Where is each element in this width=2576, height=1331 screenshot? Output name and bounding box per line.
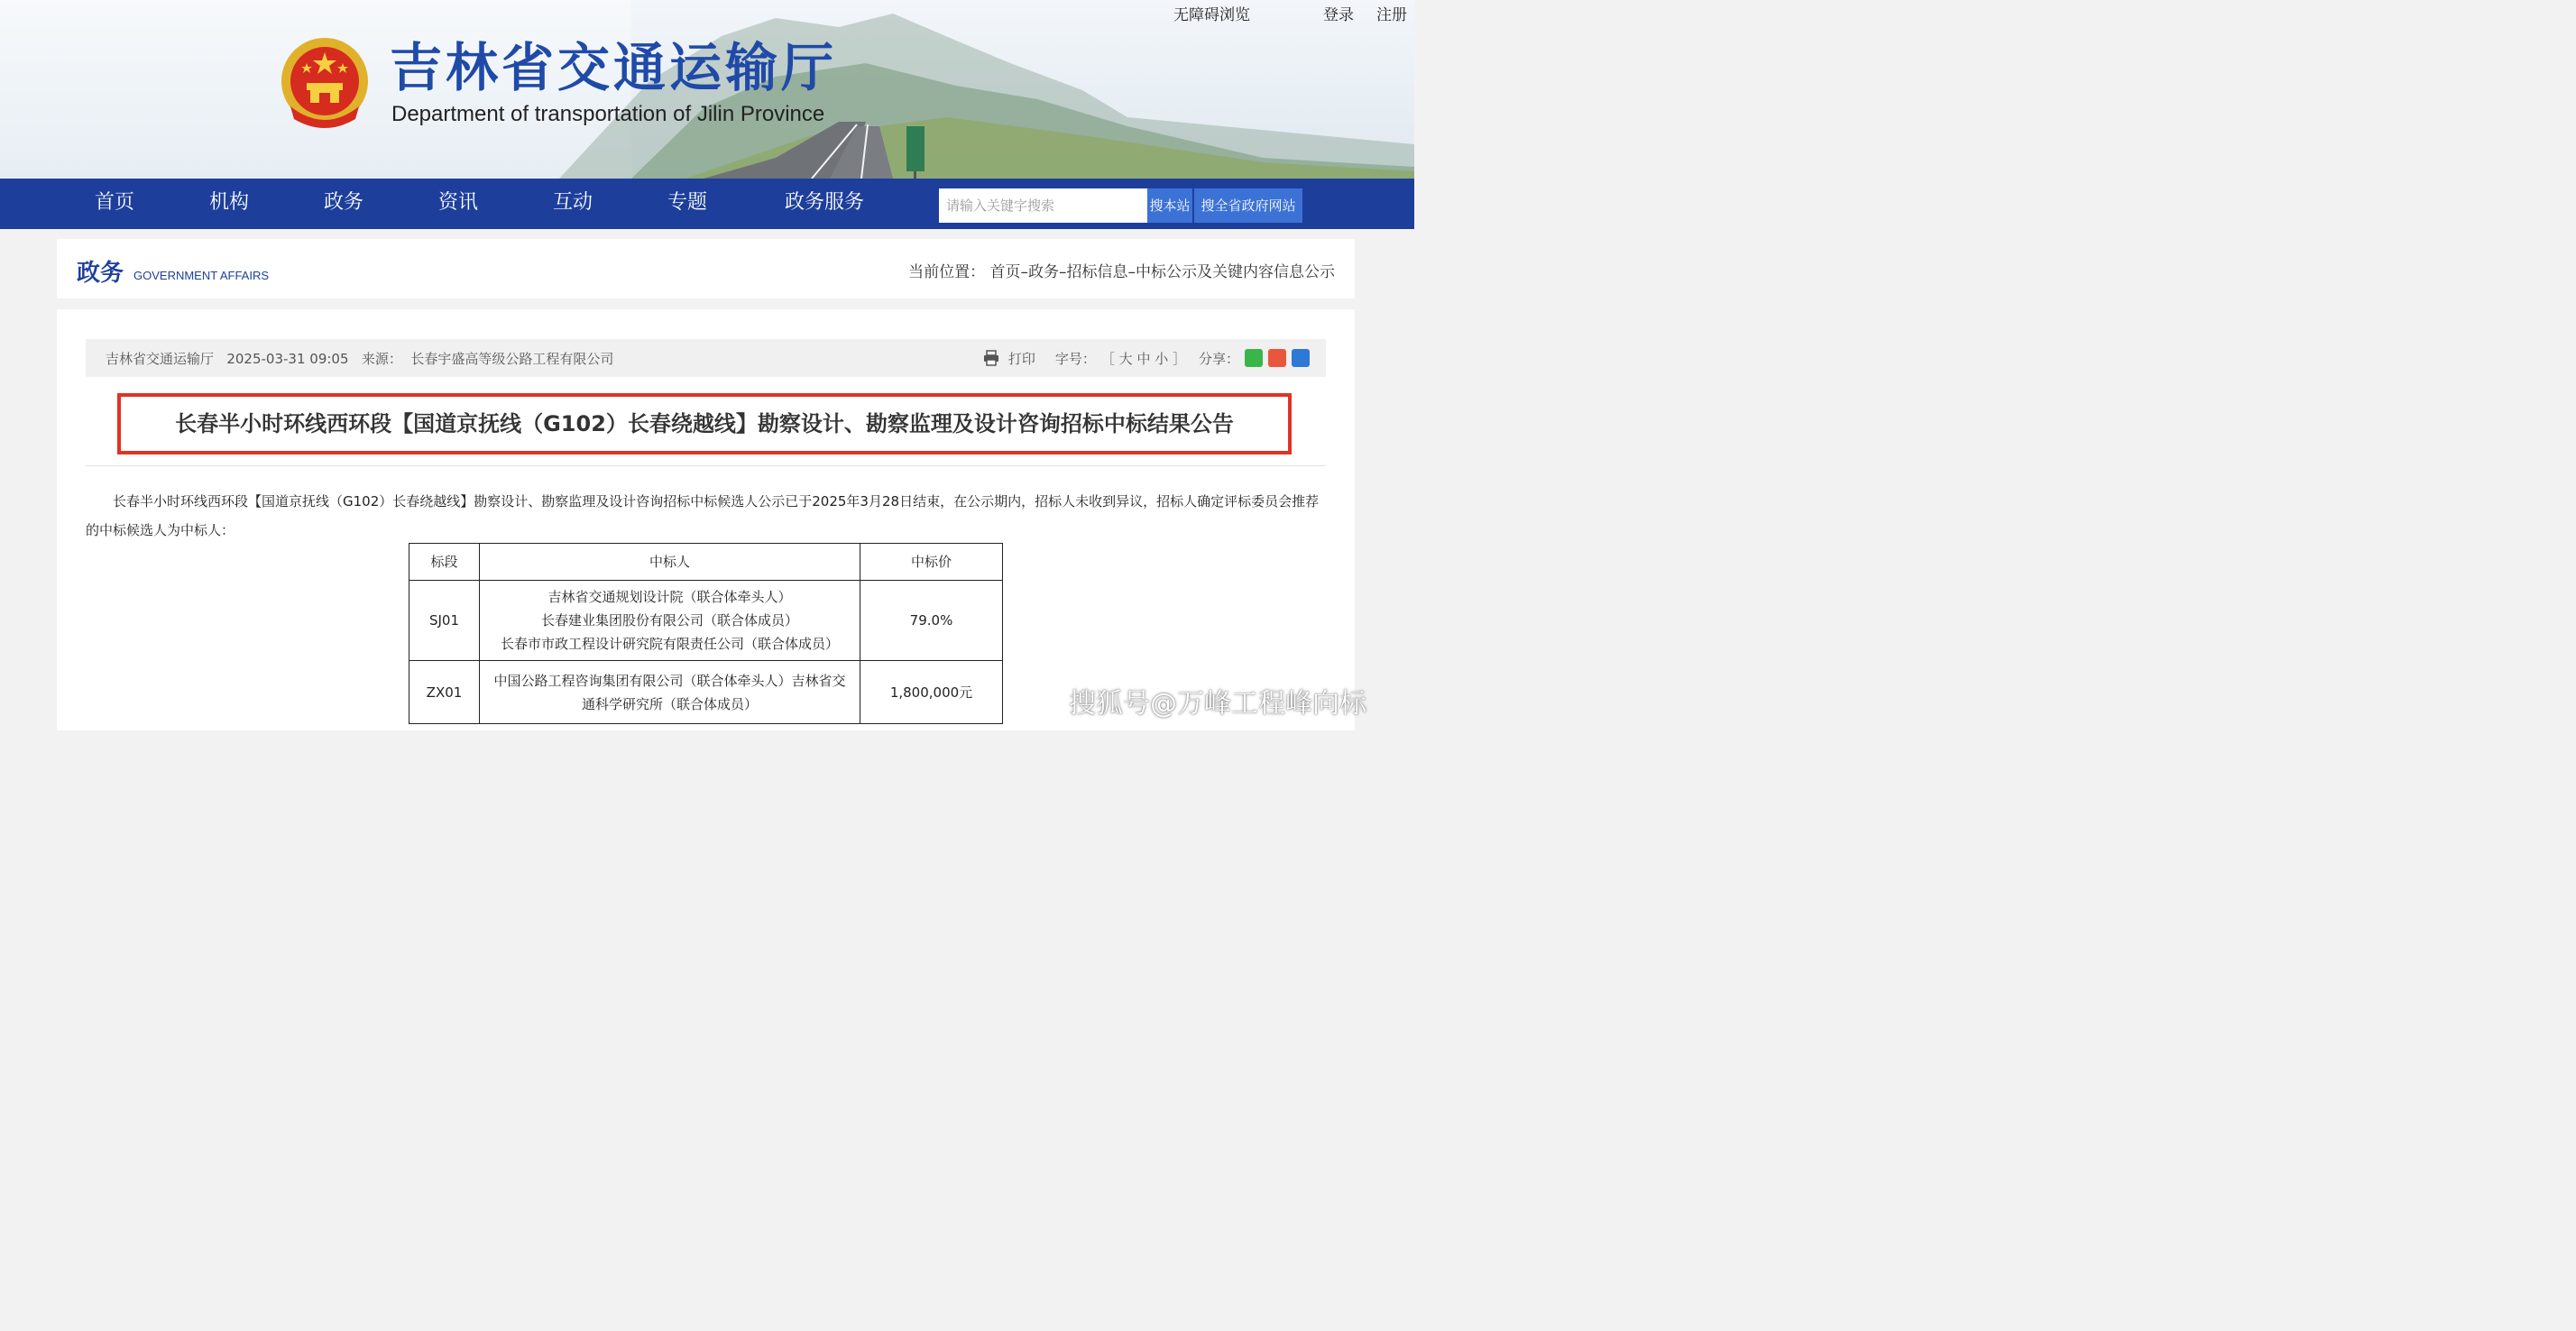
nav-item-topics[interactable]: 专题: [667, 191, 708, 214]
nav-item-interaction[interactable]: 互动: [553, 191, 593, 214]
sohu-watermark: 搜狐号@万峰工程峰向标: [1069, 688, 1366, 720]
qzone-share-icon[interactable]: [1292, 349, 1310, 367]
search-input[interactable]: 请输入关键字搜索: [939, 188, 1147, 223]
article-body: 长春半小时环线西环段【国道京抚线（G102）长春绕越线】勘察设计、勘察监理及设计咨询招标中标候选人公示已于2025年3月28日结束，在公示期内，招标人未收到异议，招标人确定评标委员会推荐的中标候选人为中标人：: [86, 493, 1320, 538]
winner-line: 通科学研究所（联合体成员）: [581, 695, 758, 712]
nav-item-news[interactable]: 资讯: [438, 191, 479, 214]
article-tools: [983, 346, 1310, 370]
bid-result-table: [409, 543, 1003, 724]
share-label: 分享：: [1198, 350, 1239, 367]
price-cell: 79.0%: [860, 581, 1003, 661]
weibo-share-icon[interactable]: [1268, 349, 1286, 367]
winner-cell: [480, 581, 860, 661]
article-meta-info: [106, 349, 613, 368]
search-gov-sites-button[interactable]: 搜全省政府网站: [1194, 188, 1302, 223]
print-button[interactable]: 打印: [1007, 350, 1035, 367]
nav-item-services[interactable]: 政务服务: [785, 191, 865, 214]
meta-date: 2025-03-31 09:05: [226, 351, 349, 367]
segment-cell: ZX01: [409, 661, 480, 724]
breadcrumb[interactable]: 当前位置： 首页–政务–招标信息–中标公示及关键内容信息公示: [908, 263, 1335, 281]
printer-icon[interactable]: [983, 350, 999, 366]
winner-line: 长春市市政工程设计研究院有限责任公司（联合体成员）: [500, 636, 839, 652]
wechat-share-icon[interactable]: [1245, 349, 1263, 367]
article-title-highlight: [117, 393, 1292, 454]
section-title: 政务: [77, 260, 124, 287]
nav-item-home[interactable]: 首页: [95, 191, 135, 214]
table-row: [409, 661, 1003, 724]
table-header-cell: 标段: [409, 544, 480, 581]
section-header: [57, 239, 1355, 298]
search-site-button[interactable]: 搜本站: [1147, 188, 1192, 223]
nav-item-government-affairs[interactable]: 政务: [324, 191, 364, 214]
site-banner: [0, 0, 1414, 179]
winner-line: 中国公路工程咨询集团有限公司（联合体牵头人）吉林省交: [493, 672, 846, 689]
font-size-label: 字号：: [1054, 350, 1096, 367]
section-subtitle: GOVERNMENT AFFAIRS: [133, 269, 270, 282]
national-emblem-icon: [278, 36, 372, 132]
font-size-options[interactable]: ［ 大 中 小 ］: [1100, 350, 1186, 367]
price-cell: 1,800,000元: [860, 661, 1003, 724]
meta-source: 长春宇盛高等级公路工程有限公司: [410, 351, 614, 367]
table-header-cell: 中标价: [860, 544, 1003, 581]
meta-publisher: 吉林省交通运输厅: [106, 351, 215, 367]
nav-item-organization[interactable]: 机构: [209, 191, 250, 214]
title-divider: [86, 465, 1326, 466]
winner-line: 长春建业集团股份有限公司（联合体成员）: [540, 612, 798, 629]
register-link[interactable]: 注册: [1376, 6, 1407, 24]
site-title: 吉林省交通运输厅: [390, 37, 838, 98]
table-header-row: [409, 544, 1003, 581]
table-row: [409, 581, 1003, 661]
winner-cell: [480, 661, 860, 724]
article-meta-bar: [86, 339, 1326, 377]
article-title: 长春半小时环线西环段【国道京抚线（G102）长春绕越线】勘察设计、勘察监理及设计咨询招标中标结果公告: [175, 411, 1234, 436]
accessibility-link[interactable]: 无障碍浏览: [1173, 6, 1250, 24]
winner-line: 吉林省交通规划设计院（联合体牵头人）: [547, 589, 792, 605]
site-subtitle: Department of transportation of Jilin Province: [391, 102, 825, 126]
login-link[interactable]: 登录: [1323, 6, 1354, 24]
segment-cell: SJ01: [409, 581, 480, 661]
meta-source-label: 来源：: [361, 351, 402, 367]
table-header-cell: 中标人: [480, 544, 860, 581]
